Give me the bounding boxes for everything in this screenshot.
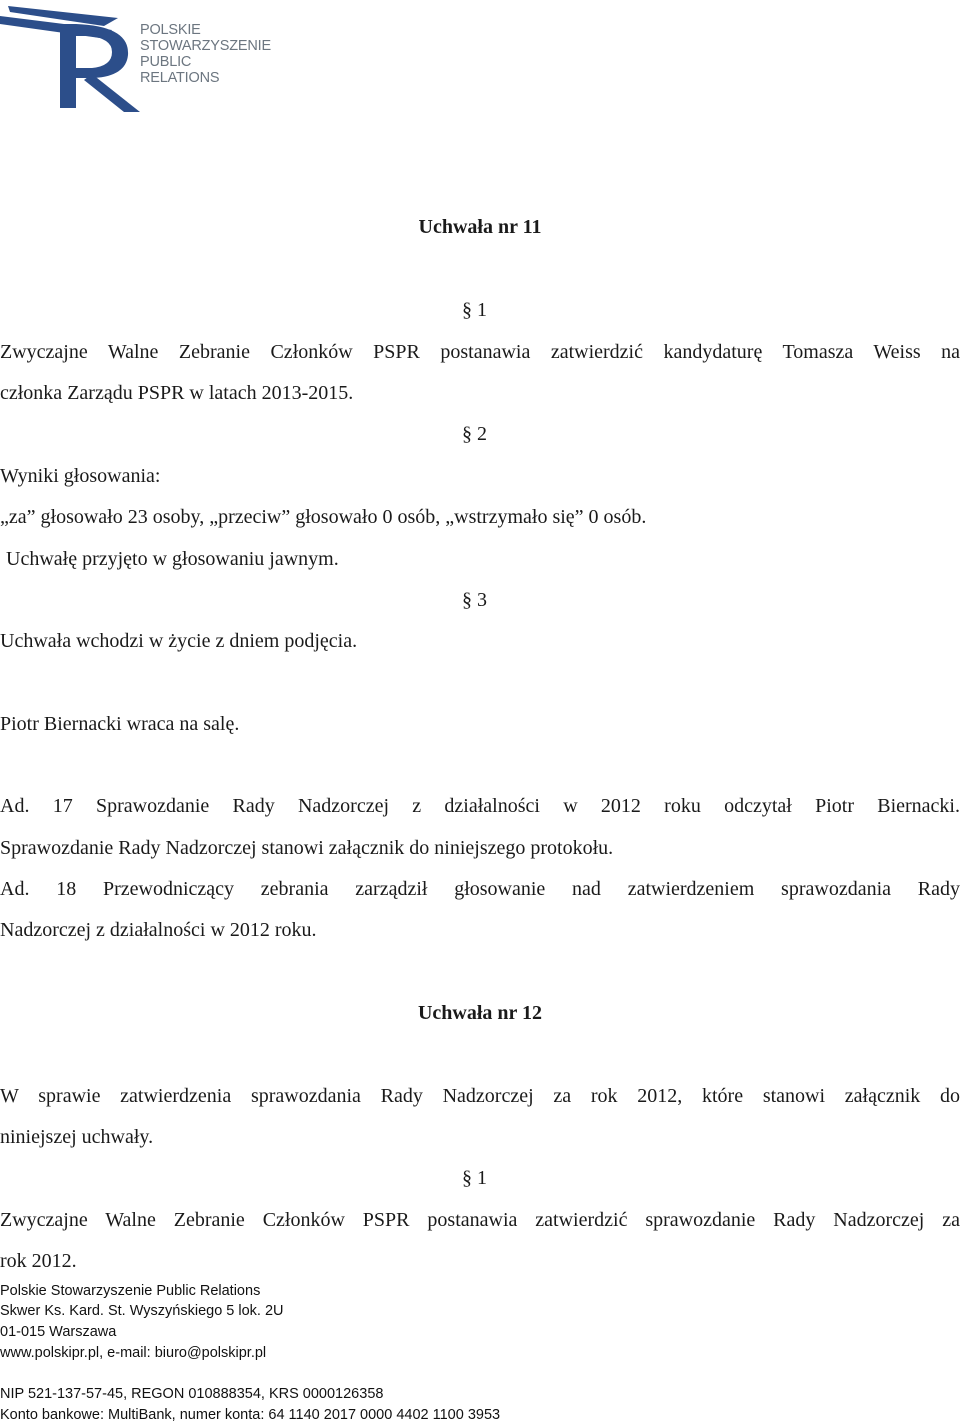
logo-line: STOWARZYSZENIE — [140, 38, 271, 54]
section-1-mark: § 1 — [462, 299, 487, 321]
section-3-mark: § 3 — [462, 589, 487, 611]
footer-contact: www.polskipr.pl, e-mail: biuro@polskipr.pl — [0, 1345, 267, 1361]
footer-city: 01-015 Warszawa — [0, 1324, 117, 1340]
adoption-note: Uchwałę przyjęto w głosowaniu jawnym. — [6, 548, 339, 570]
agenda-17-line-1: Ad. 17 Sprawozdanie Rady Nadzorczej z działalności w 2012 roku odczytał Piotr Biernacki. — [0, 795, 960, 817]
pspr-logo-mark — [0, 0, 140, 118]
resolution-12-paragraph-1-line-1: Zwyczajne Walne Zebranie Członków PSPR postanawia zatwierdzić sprawozdanie Rady Nadzorczej za — [0, 1209, 960, 1231]
resolution-12-title: Uchwała nr 12 — [417, 1002, 543, 1024]
resolution-12-intro-line-1: W sprawie zatwierdzenia sprawozdania Rady Nadzorczej za rok 2012, które stanowi załącznik do — [0, 1085, 960, 1107]
voting-results: „za” głosowało 23 osoby, „przeciw” głosowało 0 osób, „wstrzymało się” 0 osób. — [0, 506, 647, 528]
return-note: Piotr Biernacki wraca na salę. — [0, 713, 240, 735]
logo-wordmark — [140, 22, 271, 86]
resolution-12-paragraph-1-line-2: rok 2012. — [0, 1250, 77, 1272]
resolution-11-paragraph-1-line-2: członka Zarządu PSPR w latach 2013-2015. — [0, 382, 354, 404]
logo-line: POLSKIE — [140, 22, 201, 38]
pspr-logo — [0, 0, 280, 118]
logo-line: PUBLIC — [140, 54, 192, 70]
resolution-11-paragraph-1-line-1: Zwyczajne Walne Zebranie Członków PSPR postanawia zatwierdzić kandydaturę Tomasza Weiss na — [0, 341, 960, 363]
resolution-12-intro-line-2: niniejszej uchwały. — [0, 1126, 154, 1148]
voting-results-label: Wyniki głosowania: — [0, 465, 161, 487]
effective-date-note: Uchwała wchodzi w życie z dniem podjęcia. — [0, 630, 358, 652]
resolution-11-title: Uchwała nr 11 — [418, 216, 542, 238]
footer-organization: Polskie Stowarzyszenie Public Relations — [0, 1283, 261, 1299]
footer-registration: NIP 521-137-57-45, REGON 010888354, KRS 0000126358 — [0, 1386, 384, 1402]
footer-street: Skwer Ks. Kard. St. Wyszyńskiego 5 lok. 2U — [0, 1303, 284, 1319]
agenda-18-line-1: Ad. 18 Przewodniczący zebrania zarządził głosowanie nad zatwierdzeniem sprawozdania Rady — [0, 878, 960, 900]
agenda-18-line-2: Nadzorczej z działalności w 2012 roku. — [0, 919, 317, 941]
footer-bank-account: Konto bankowe: MultiBank, numer konta: 64 1140 2017 0000 4402 1100 3953 — [0, 1407, 501, 1423]
resolution-12-section-1-mark: § 1 — [462, 1167, 487, 1189]
agenda-17-line-2: Sprawozdanie Rady Nadzorczej stanowi załącznik do niniejszego protokołu. — [0, 837, 614, 859]
logo-line: RELATIONS — [140, 70, 220, 86]
section-2-mark: § 2 — [462, 423, 487, 445]
